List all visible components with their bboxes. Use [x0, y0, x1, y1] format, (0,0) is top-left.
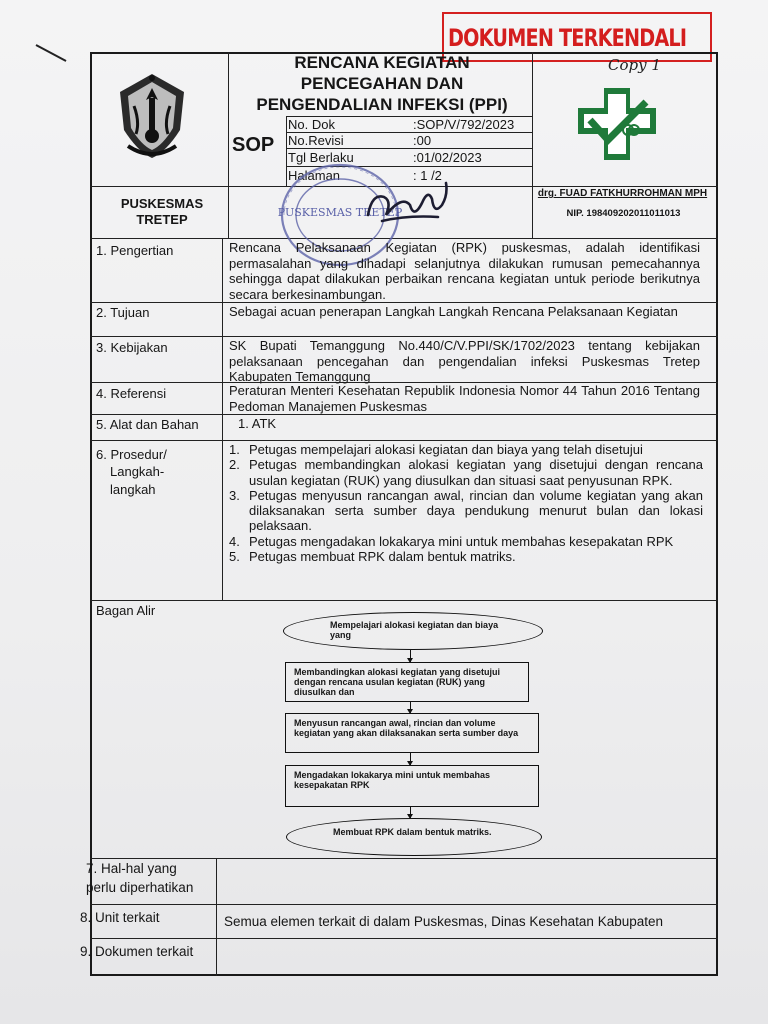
row-label-procedure-1: 6. Prosedur/	[96, 447, 167, 462]
handwritten-signature	[362, 175, 456, 235]
procedure-step	[229, 549, 703, 564]
step-text: Petugas mempelajari alokasi kegiatan dan biaya yang telah disetujui	[249, 442, 643, 457]
step-number: 4.	[229, 533, 240, 549]
row-line	[90, 440, 718, 441]
row-line	[90, 336, 718, 337]
procedure-step	[229, 457, 703, 488]
row-text-reference: Peraturan Menteri Kesehatan Republik Indonesia Nomor 44 Tahun 2016 Tentang Pedoman Manajemen Puskesmas	[229, 383, 700, 414]
row-label-flowchart: Bagan Alir	[96, 603, 156, 618]
row-label-notes-2: perlu diperhatikan	[86, 880, 194, 895]
step-number: 2.	[229, 457, 240, 473]
procedure-step	[229, 442, 703, 457]
row-label-purpose: 2. Tujuan	[96, 305, 150, 320]
row-label-related-docs: 9. Dokumen terkait	[80, 944, 194, 959]
row-line	[90, 858, 718, 859]
row-text-definition: Rencana Pelaksanaan Kegiatan (RPK) puskesmas, adalah identifikasi permasalahan yang dihadapi selanjutnya dilakukan rumusan pemecahannya sehingga dapat dilakukan perbaikan rencana kegiatan untuk periode berikutnya secara berkesinambungan.	[229, 240, 700, 302]
regency-emblem-icon	[114, 70, 190, 162]
document-title: RENCANA KEGIATAN PENCEGAHAN DAN PENGENDALIAN INFEKSI (PPI)	[256, 53, 508, 114]
meta-label-revision: No.Revisi	[288, 133, 344, 148]
row-label-definition: 1. Pengertian	[96, 243, 174, 258]
row-label-procedure-2: Langkah-	[110, 464, 165, 479]
row-label-related-unit: 8. Unit terkait	[80, 910, 160, 925]
label-column-divider-bottom	[216, 858, 217, 976]
meta-value-effective-date: :01/02/2023	[413, 150, 482, 165]
seal-label: PUSKESMAS TRETEP	[277, 206, 403, 219]
row-text-related-unit: Semua elemen terkait di dalam Puskesmas, Dinas Kesehatan Kabupaten	[224, 914, 664, 929]
meta-value-page: : 1 /2	[413, 168, 442, 183]
step-text: Petugas membuat RPK dalam bentuk matriks.	[249, 549, 516, 565]
flow-node-compare: Membandingkan alokasi kegiatan yang disetujui dengan rencana usulan kegiatan (RUK) yang diusulkan dan	[285, 662, 529, 702]
meta-label-doc-number: No. Dok	[288, 117, 335, 132]
sop-label: SOP	[232, 134, 275, 156]
row-line	[90, 938, 718, 939]
row-line	[90, 414, 718, 415]
meta-value-doc-number: :SOP/V/792/2023	[413, 117, 515, 132]
header-divider-right	[532, 52, 533, 238]
row-line	[90, 238, 718, 239]
row-label-tools: 5. Alat dan Bahan	[96, 417, 199, 432]
step-number: 5.	[229, 549, 240, 565]
puskesmas-name: PUSKESMAS TRETEP	[120, 196, 204, 227]
label-column-divider-top	[222, 238, 223, 600]
header-divider-left	[228, 52, 229, 238]
flow-node-start: Mempelajari alokasi kegiatan dan biaya yang	[283, 612, 543, 650]
step-text: Petugas menyusun rancangan awal, rincian dan volume kegiatan yang akan dilaksanakan serta sumber daya pendukung menurut bulan dan lokasi pelaksaan.	[249, 487, 703, 534]
step-number: 1.	[229, 442, 240, 457]
step-text: Petugas mengadakan lokakarya mini untuk membahas kesepakatan RPK	[249, 533, 674, 549]
row-line	[90, 302, 718, 303]
flow-arrow	[410, 807, 411, 818]
row-line	[90, 904, 718, 905]
health-cross-logo-icon	[572, 84, 662, 166]
meta-value-revision: :00	[413, 133, 432, 148]
row-label-policy: 3. Kebijakan	[96, 340, 168, 355]
row-label-reference: 4. Referensi	[96, 386, 167, 401]
flow-arrow	[410, 702, 411, 713]
flow-node-end: Membuat RPK dalam bentuk matriks.	[286, 818, 542, 856]
copy-note: Copy 1	[608, 56, 661, 74]
flow-arrow	[410, 753, 411, 765]
signer-nip: NIP. 198409202011011013	[566, 208, 681, 219]
row-label-procedure-3: langkah	[110, 482, 156, 497]
signer-name	[535, 188, 710, 199]
row-line	[90, 600, 718, 601]
flow-arrow	[410, 650, 411, 662]
procedure-list	[229, 442, 703, 564]
meta-label-effective-date: Tgl Berlaku	[288, 150, 354, 165]
flow-node-workshop: Mengadakan lokakarya mini untuk membahas kesepakatan RPK	[285, 765, 539, 807]
row-text-tools: 1. ATK	[238, 416, 277, 431]
procedure-step	[229, 534, 703, 549]
stamp-text: DOKUMEN TERKENDALI	[448, 24, 687, 52]
step-text: Petugas membandingkan alokasi kegiatan yang disetujui dengan rencana usulan kegiatan (RUK) yang diusulkan dan situasi saat penyusunan RPK.	[249, 457, 703, 488]
row-text-policy: SK Bupati Temanggung No.440/C/V.PPI/SK/1702/2023 tentang kebijakan pelaksanaan pencegahan dan pengendalian infeksi Puskesmas Tretep Kabupaten Temanggung	[229, 338, 700, 384]
row-label-notes-1: 7. Hal-hal yang	[86, 861, 177, 876]
flow-node-draft: Menyusun rancangan awal, rincian dan volume kegiatan yang akan dilaksanakan serta sumber daya	[285, 713, 539, 753]
signer-name-text: drg. FUAD FATKHURROHMAN MPH	[537, 188, 708, 199]
row-text-purpose: Sebagai acuan penerapan Langkah Langkah Rencana Pelaksanaan Kegiatan	[229, 304, 678, 319]
step-number: 3.	[229, 487, 240, 503]
procedure-step	[229, 488, 703, 534]
meta-label-page: Halaman	[288, 168, 341, 183]
